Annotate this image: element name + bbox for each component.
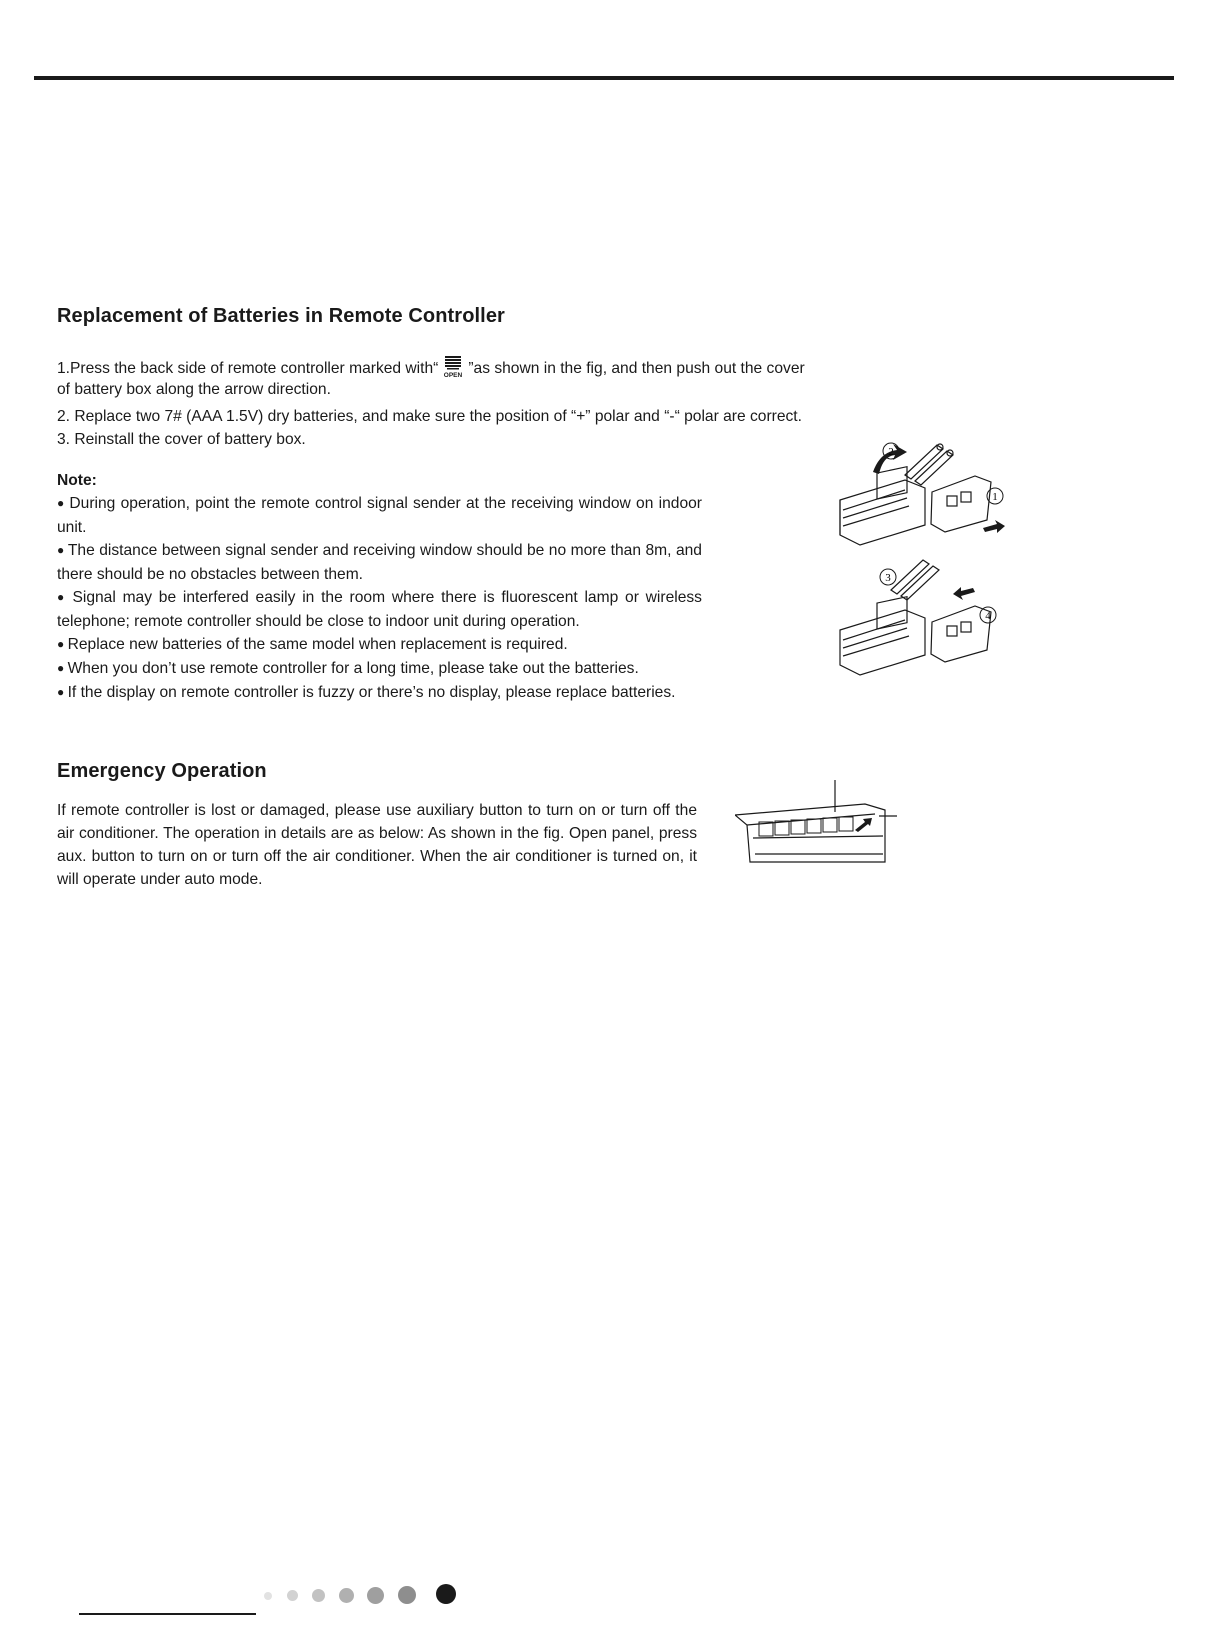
- indoor-unit-figure: [735, 780, 905, 865]
- open-icon-label: OPEN: [444, 372, 463, 379]
- step-1-text-before: 1.Press the back side of remote controller marked with“: [57, 360, 439, 377]
- header-rule: [34, 76, 1174, 80]
- emergency-heading: Emergency Operation: [57, 760, 267, 782]
- page-dot: [339, 1588, 354, 1603]
- batteries-heading: Replacement of Batteries in Remote Controller: [57, 305, 505, 327]
- remote-battery-figure: [835, 440, 1025, 700]
- note-item: ● The distance between signal sender and receiving window should be no more than 8m, and there should be no obstacles between them.: [57, 539, 702, 586]
- step-circle: [877, 566, 899, 588]
- page-dot: [367, 1587, 384, 1604]
- note-item: ● Signal may be interfered easily in the room where there is fluorescent lamp or wireless telephone; remote controller should be close to indoor unit during operation.: [57, 586, 702, 633]
- note-item: ● Replace new batteries of the same model when replacement is required.: [57, 633, 702, 657]
- step-number: 1: [992, 491, 998, 503]
- note-title: Note:: [57, 472, 97, 489]
- step-circle: [984, 485, 1006, 507]
- page-dot: [312, 1589, 325, 1602]
- page-dot: [287, 1590, 298, 1601]
- note-item: ● If the display on remote controller is fuzzy or there’s no display, please replace batteries.: [57, 681, 702, 705]
- step-number: 2: [888, 446, 894, 458]
- step-number: 4: [985, 610, 991, 622]
- step-1-line-1: [57, 355, 805, 380]
- page-dot-active: [436, 1584, 456, 1604]
- note-block: [57, 469, 702, 705]
- note-item: ● When you don’t use remote controller for a long time, please take out the batteries.: [57, 657, 702, 681]
- page-dot: [398, 1586, 416, 1604]
- emergency-body: If remote controller is lost or damaged, please use auxiliary button to turn on or turn off the air conditioner. The operation in details are as below: As shown in the fig. Open panel, press aux. button to turn on or turn off the air conditioner. When the air conditioner is turned on, it will operate under auto mode.: [57, 802, 697, 888]
- step-circle: [977, 604, 999, 626]
- step-1-text-after: ”as shown in the fig, and then push out the cover: [468, 360, 805, 377]
- step-circle: [880, 440, 902, 462]
- step-3: 3. Reinstall the cover of battery box.: [57, 431, 306, 448]
- page-dot: [264, 1592, 272, 1600]
- step-1-line-2: of battery box along the arrow direction.: [57, 381, 331, 398]
- footer-rule: [79, 1613, 256, 1615]
- open-arrow-icon: [442, 355, 464, 379]
- note-item: ● During operation, point the remote control signal sender at the receiving window on indoor unit.: [57, 492, 702, 539]
- step-number: 3: [885, 572, 891, 584]
- step-2: 2. Replace two 7# (AAA 1.5V) dry batteries, and make sure the position of “+” polar and “-“ polar are correct.: [57, 408, 802, 425]
